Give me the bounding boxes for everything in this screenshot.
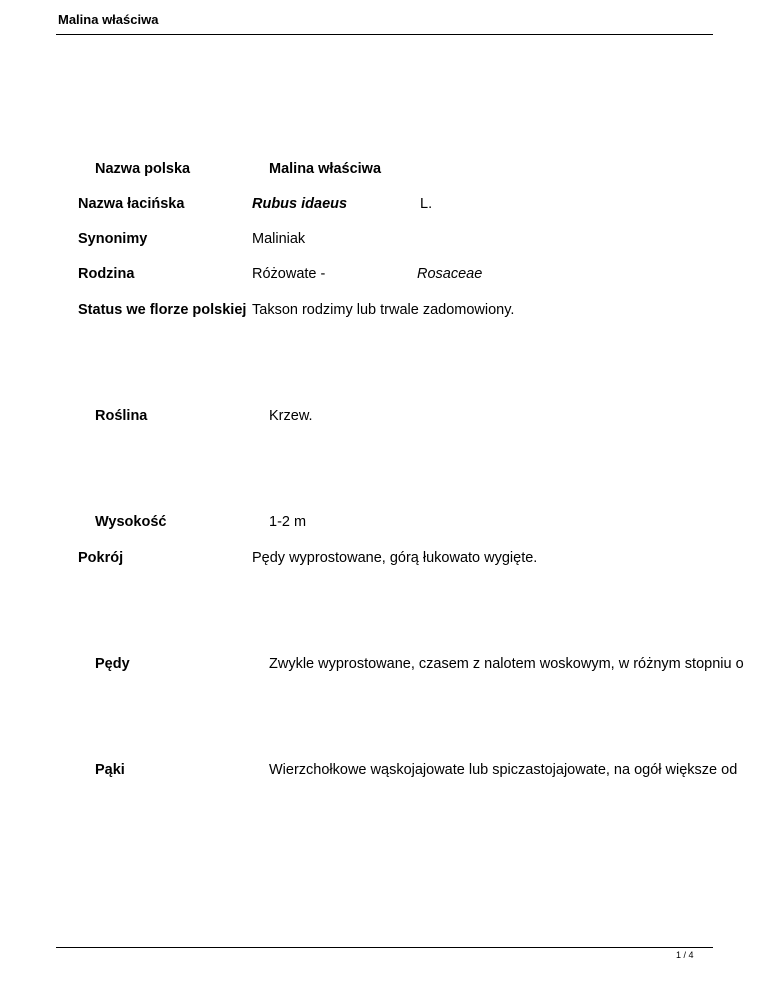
value-nazwa-lacinska-author: L. (420, 196, 433, 212)
label-status: Status we florze polskiej (78, 302, 247, 318)
label-nazwa-lacinska: Nazwa łacińska (78, 196, 185, 212)
value-nazwa-lacinska: Rubus idaeus (252, 196, 348, 212)
label-wysokosc: Wysokość (95, 514, 167, 530)
label-nazwa-polska: Nazwa polska (95, 161, 191, 177)
value-rodzina: Różowate - (252, 266, 326, 282)
label-paki: Pąki (95, 762, 125, 778)
label-pokroj: Pokrój (78, 550, 124, 566)
value-wysokosc: 1-2 m (269, 514, 307, 530)
header-divider (56, 34, 713, 35)
page-header-title: Malina właściwa (58, 12, 159, 27)
label-synonimy: Synonimy (78, 231, 148, 247)
value-synonimy: Maliniak (252, 231, 306, 247)
label-pedy: Pędy (95, 656, 130, 672)
value-pedy: Zwykle wyprostowane, czasem z nalotem woskowym, w różnym stopniu o (269, 656, 744, 672)
value-rodzina-latin: Rosaceae (417, 266, 483, 282)
label-rodzina: Rodzina (78, 266, 135, 282)
value-paki: Wierzchołkowe wąskojajowate lub spiczastojajowate, na ogół większe od (269, 762, 738, 778)
value-roslina: Krzew. (269, 408, 313, 424)
page-number: 1 / 4 (676, 950, 694, 960)
label-roslina: Roślina (95, 408, 148, 424)
value-pokroj: Pędy wyprostowane, górą łukowato wygięte. (252, 550, 538, 566)
value-nazwa-polska: Malina właściwa (269, 161, 382, 177)
footer-divider (56, 947, 713, 948)
value-status: Takson rodzimy lub trwale zadomowiony. (252, 302, 515, 318)
